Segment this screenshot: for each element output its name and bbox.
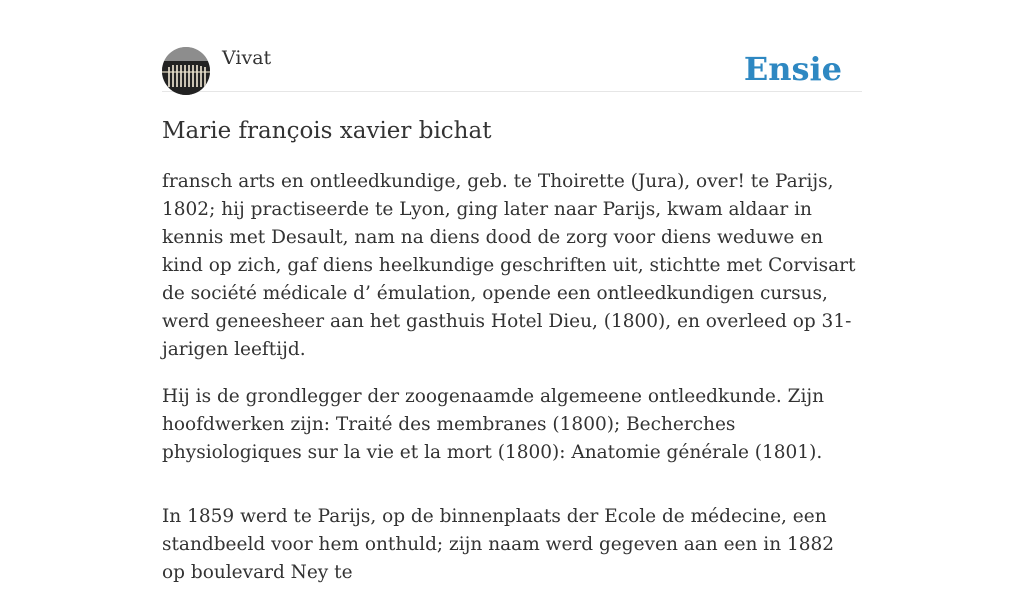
source-name[interactable]: Vivat bbox=[222, 47, 272, 69]
article-paragraph: fransch arts en ontleedkundige, geb. te Thoirette (Jura), over! te Parijs, 1802; hij practiseerde te Lyon, ging later naar Parijs, kwam aldaar in kennis met Desault, nam na diens dood de zorg voor diens weduwe en kind op zich, gaf diens heelkundige geschriften uit, stichtte met Corvisart de société médicale d’ émulation, opende een ontleedkundigen cursus, werd geneesheer aan het gasthuis Hotel Dieu, (1800), en overleed op 31-jarigen leeftijd. bbox=[162, 171, 856, 360]
book-spines-icon bbox=[162, 47, 210, 95]
article-title: Marie françois xavier bichat bbox=[162, 118, 492, 144]
brand-logo[interactable]: Ensie bbox=[743, 50, 842, 88]
article-paragraph: Hij is de grondlegger der zoogenaamde algemeene ontleedkunde. Zijn hoofdwerken zijn: Traité des membranes (1800); Becherches physiologiques sur la vie et la mort (1800): Anatomie générale (1801). bbox=[162, 386, 825, 463]
article-paragraph: In 1859 werd te Parijs, op de binnenplaats der Ecole de médecine, een standbeeld voor hem onthuld; zijn naam werd gegeven aan een in 1882 op boulevard Ney te bbox=[162, 506, 835, 583]
avatar[interactable] bbox=[162, 47, 210, 95]
site-header bbox=[162, 46, 862, 92]
article-body bbox=[162, 168, 862, 606]
